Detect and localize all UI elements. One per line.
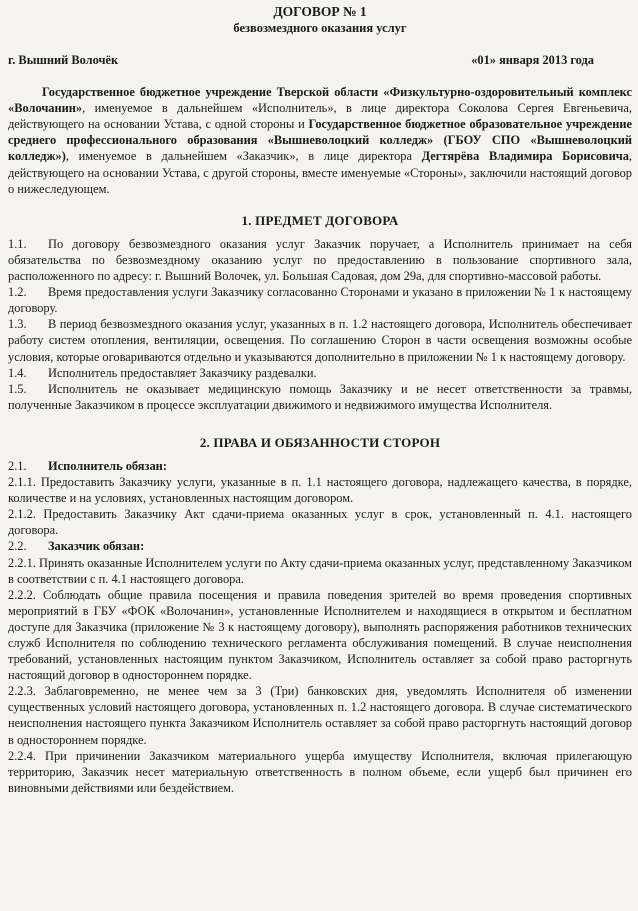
clause-2-2-1: 2.2.1. Принять оказанные Исполнителем услуги по Акту сдачи-приема оказанных услуг, представленному Заказчиком в соответствии с п. 4.1 настоящего договора. [8,555,632,586]
clause-1-4: 1.4. Исполнитель предоставляет Заказчику раздевалки. [8,365,317,380]
section-2-heading: 2. ПРАВА И ОБЯЗАННОСТИ СТОРОН [199,434,441,450]
clause-1-3: 1.3. В период безвозмездного оказания услуг, указанных в п. 1.2 настоящего договора, Исполнитель обеспечивает работу систем отопления, вентиляции, освещения. По соглашению Сторон в части освещения возможны особые условия, которые оговариваются отдельно и указываются дополнительно в приложении № 1 к настоящему договору. [8,317,632,364]
document-subtitle: безвозмездного оказания услуг [233,21,407,35]
city: г. Вышний Волочёк [8,53,119,67]
place-date-line [8,52,632,68]
contract-date: «01» января 2013 года [471,53,594,67]
clause-2-2-2: 2.2.2. Соблюдать общие правила посещения и правила поведения зрителей во время проведения спортивных мероприятий в ГБУ «ФОК «Волочанин», установленные Исполнителем и находящиеся в открытом и бесплатном доступе для Заказчика (приложение № 3 к настоящему договору), выполнять распоряжения работников технических служб Исполнителя по соблюдению технического регламента обслуживания помещений. В случае неисполнения требований, установленных настоящим пунктом Заказчиком, Исполнитель оставляет за собой право расторгнуть настоящий договор в одностороннем порядке. [8,587,632,683]
clause-2-2-heading: 2.2. Заказчик обязан: [8,539,145,554]
clause-2-2-4: 2.2.4. При причинении Заказчиком материального ущерба имуществу Исполнителя, включая прилегающую территорию, Заказчик несет материальную ответственность в полном объеме, если ущерб был причинен его виновными действиями или бездействием. [8,748,632,795]
clause-2-1-heading: 2.1. Исполнитель обязан: [8,458,167,473]
clause-2-1-2: 2.1.2. Предоставить Заказчику Акт сдачи-приема оказанных услуг в срок, установленный п. 4.1. настоящего договора. [8,507,632,538]
section-1-heading: 1. ПРЕДМЕТ ДОГОВОРА [241,212,399,228]
customer-director: Дегтярёва Владимира Борисовича [421,149,629,164]
customer-org: Государственное бюджетное образовательное учреждение среднего профессионального образования «Вышневолоцкий колледж» (ГБОУ СПО «Вышневолоцкий колледж») [8,117,633,164]
clause-2-1-1: 2.1.1. Предоставить Заказчику услуги, указанные в п. 1.1 настоящего договора, надлежащего качества, в порядке, количестве и на условиях, установленных настоящим договором. [8,475,632,506]
clause-1-2: 1.2. Время предоставления услуги Заказчику согласованно Сторонами и указано в приложении № 1 к настоящему договору. [8,285,632,316]
executor-org: Государственное бюджетное учреждение Тверской области «Физкультурно-оздоровительный комплекс «Волочанин» [8,85,632,116]
clause-1-1: 1.1. По договору безвозмездного оказания услуг Заказчик поручает, а Исполнитель принимает на себя обязательства по безвозмездному оказанию услуг по предоставлению в пользование спортивного зала, расположенного по адресу: г. Вышний Волочек, ул. Большая Садовая, дом 29а, для спортивно-массовой работы. [8,236,632,284]
document-title: ДОГОВОР № 1 [273,4,367,19]
clause-2-2-3: 2.2.3. Заблаговременно, не менее чем за 3 (Три) банковских дня, уведомлять Исполнителя об изменении существенных условий настоящего договора, установленных п. 1.2 настоящего договора. В случае систематического неисполнения настоящего пункта Заказчиком Исполнитель оставляет за собой право расторгнуть настоящий договор в одностороннем порядке. [8,684,632,747]
clause-1-5: 1.5. Исполнитель не оказывает медицинскую помощь Заказчику и не несет ответственности за травмы, полученные Заказчиком в процессе эксплуатации движимого и недвижимого имущества Исполнителя. [8,381,632,412]
intro-paragraph: Государственное бюджетное учреждение Тверской области «Физкультурно-оздоровительный комплекс «Волочанин», именуемое в дальнейшем «Исполнитель», в лице директора Соколова Сергея Евгеньевича, действующего на основании Устава, с одной стороны и Государственное бюджетное образовательное учреждение среднего профессионального образования «Вышневолоцкий колледж» (ГБОУ СПО «Вышневолоцкий колледж»), именуемое в дальнейшем «Заказчик», в лице директора Дегтярёва Владимира Борисовича, действующего на основании Устава, с другой стороны, вместе именуемые «Стороны», заключили настоящий договор о нижеследующем. [8,85,633,196]
